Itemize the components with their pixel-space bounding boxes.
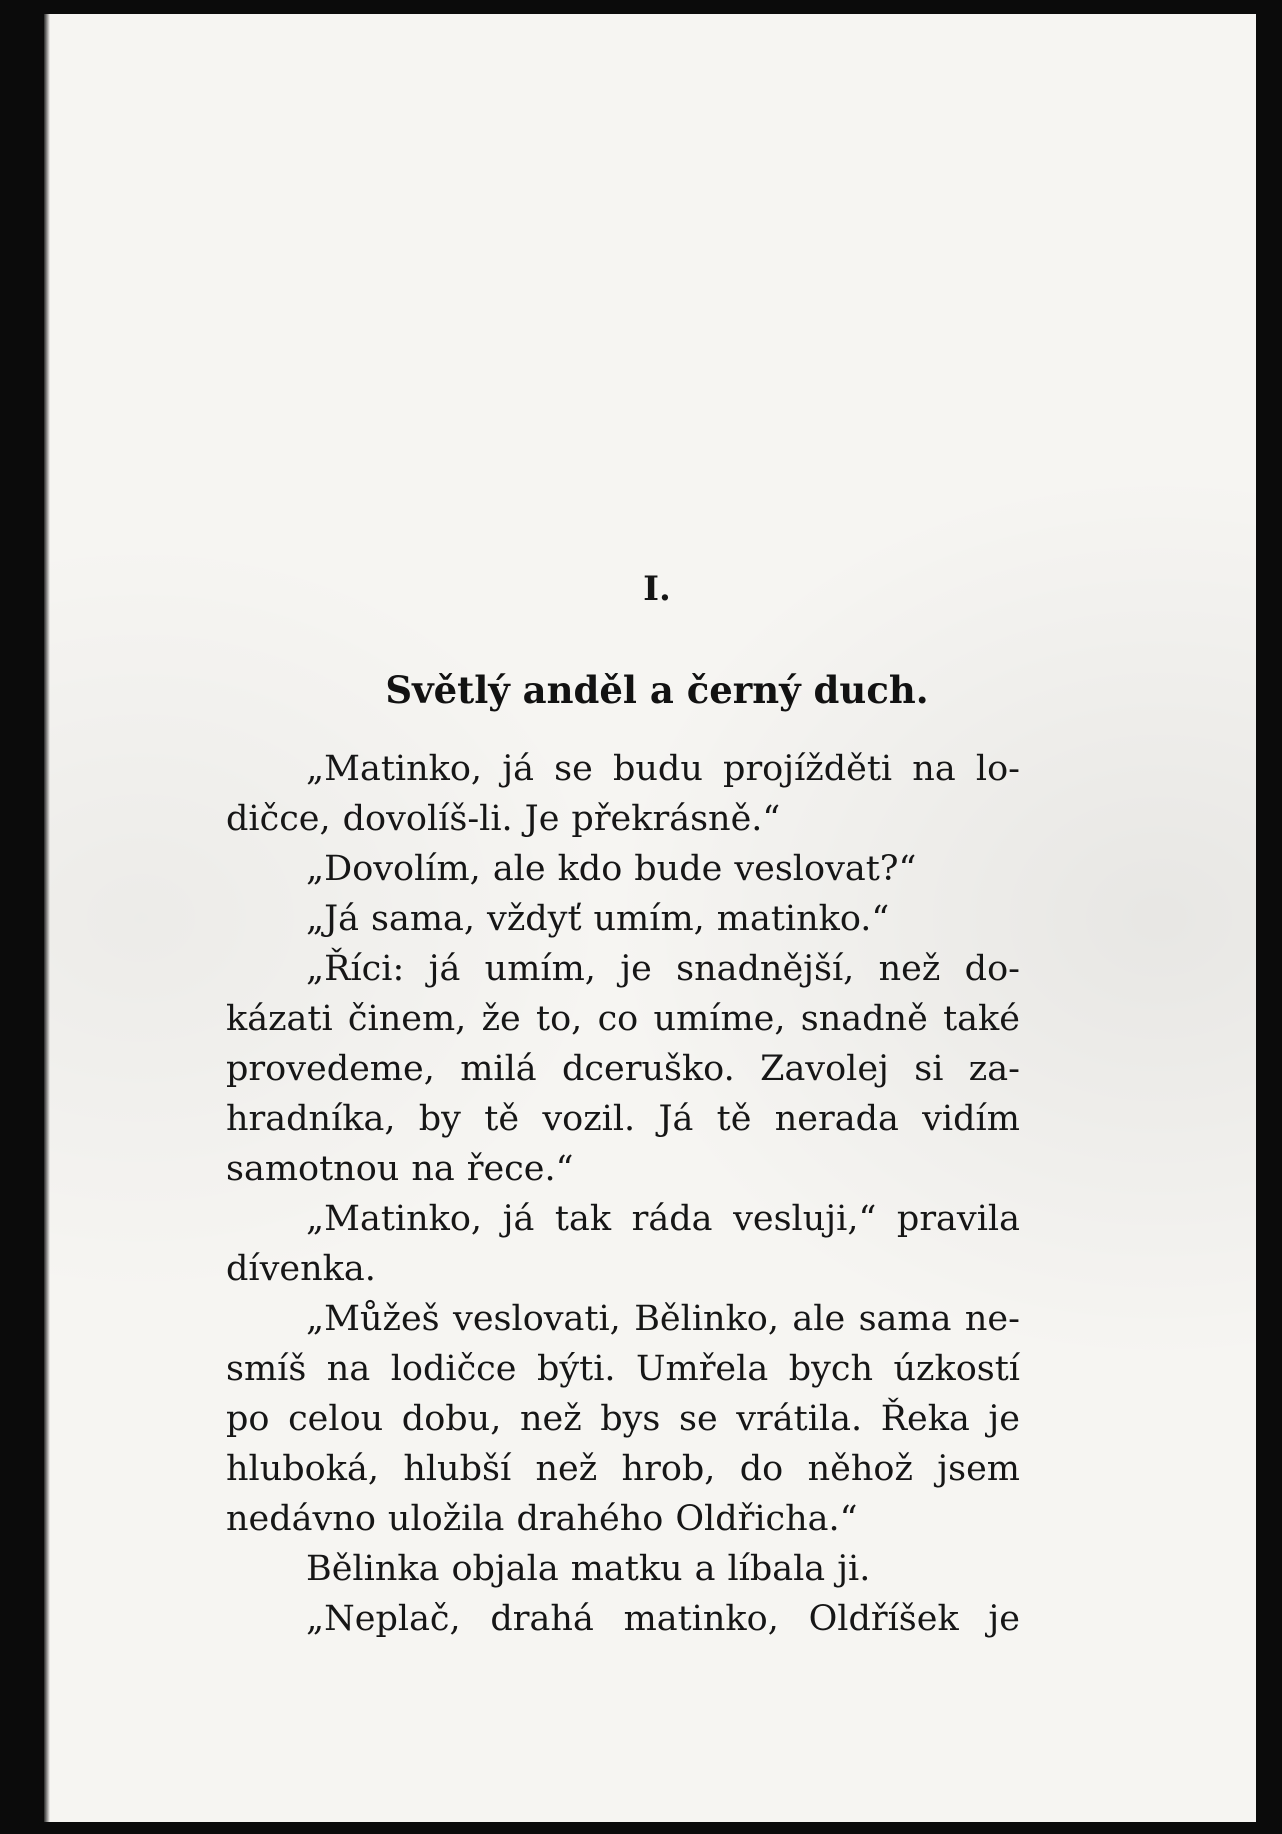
word: dívenka.: [226, 1249, 376, 1289]
word: hradníka,: [226, 1099, 396, 1139]
word: na: [411, 1149, 455, 1189]
word: samotnou: [226, 1149, 400, 1189]
word: tak: [554, 1199, 612, 1239]
text-line: [226, 1544, 1020, 1594]
word: matinko,: [623, 1599, 779, 1639]
word: dičce,: [226, 799, 331, 839]
word: ale: [492, 849, 546, 889]
word: kázati: [226, 999, 333, 1039]
text-line: [226, 1444, 1020, 1494]
word: ráda: [631, 1199, 713, 1239]
word: co: [597, 999, 639, 1039]
text-line: [226, 1144, 1020, 1194]
word: než: [535, 1449, 598, 1489]
text-line: [226, 1244, 1020, 1294]
word: si: [914, 1049, 944, 1089]
word: tě: [716, 1099, 752, 1139]
word: nedávno: [226, 1499, 376, 1539]
chapter-title: Světlý anděl a černý duch.: [385, 668, 929, 712]
word: je: [988, 1399, 1020, 1439]
word: Je: [524, 799, 560, 839]
word: provedeme,: [226, 1049, 435, 1089]
word: bys: [600, 1399, 661, 1439]
word: já: [428, 949, 461, 989]
word: za-: [968, 1049, 1020, 1089]
text-line: [226, 1194, 1020, 1244]
text-line: [226, 1094, 1020, 1144]
chapter-number: I.: [643, 569, 671, 609]
word: objala: [451, 1549, 559, 1589]
word: „Říci:: [306, 949, 405, 989]
word: já: [502, 749, 534, 789]
body-text: [226, 744, 1020, 1644]
word: já: [502, 1199, 535, 1239]
word: Bělinko,: [634, 1299, 779, 1339]
word: umíme,: [653, 999, 786, 1039]
word: hluboká,: [226, 1449, 379, 1489]
word: a: [694, 1549, 716, 1589]
word: bude: [634, 849, 723, 889]
word: Oldřicha.“: [675, 1499, 858, 1539]
text-line: [226, 1594, 1020, 1644]
word: Zavolej: [760, 1049, 889, 1089]
word: líbala: [727, 1549, 826, 1589]
word: je: [620, 949, 652, 989]
word: „Dovolím,: [306, 849, 481, 889]
word: než: [878, 949, 941, 989]
word: matku: [570, 1549, 683, 1589]
word: dceruško.: [562, 1049, 735, 1089]
word: milá: [460, 1049, 537, 1089]
word: hrob,: [621, 1449, 716, 1489]
word: matinko.“: [716, 899, 890, 939]
word: vozil.: [542, 1099, 636, 1139]
word: sama,: [371, 899, 476, 939]
word: umím,: [484, 949, 596, 989]
text-line: [226, 1344, 1020, 1394]
word: řece.“: [466, 1149, 574, 1189]
word: vidím: [922, 1099, 1020, 1139]
word: je: [988, 1599, 1020, 1639]
word: Já: [658, 1099, 694, 1139]
word: že: [481, 999, 521, 1039]
word: vrátila.: [736, 1399, 863, 1439]
word: kdo: [557, 849, 623, 889]
word: sama: [858, 1299, 952, 1339]
word: Bělinka: [306, 1549, 440, 1589]
word: bych: [788, 1349, 874, 1389]
word: Oldříšek: [808, 1599, 959, 1639]
text-line: [226, 794, 1020, 844]
word: ne-: [964, 1299, 1020, 1339]
word: do-: [964, 949, 1020, 989]
word: se: [678, 1399, 718, 1439]
word: ale: [792, 1299, 846, 1339]
word: býti.: [536, 1349, 616, 1389]
word: drahá: [490, 1599, 594, 1639]
text-line: [226, 844, 1020, 894]
word: lodičce: [390, 1349, 517, 1389]
text-line: [226, 1394, 1020, 1444]
text-line: [226, 944, 1020, 994]
word: hlubší: [403, 1449, 512, 1489]
word: „Já: [306, 899, 360, 939]
word: drahého: [516, 1499, 664, 1539]
word: se: [554, 749, 593, 789]
word: smíš: [226, 1349, 307, 1389]
word: ji.: [837, 1549, 871, 1589]
word: do: [739, 1449, 784, 1489]
word: překrásně.“: [571, 799, 781, 839]
word: snadně: [800, 999, 928, 1039]
word: Řeka: [880, 1399, 970, 1439]
text-line: [226, 744, 1020, 794]
word: veslovati,: [453, 1299, 621, 1339]
word: snadnější,: [676, 949, 855, 989]
word: „Neplač,: [306, 1599, 461, 1639]
word: na: [326, 1349, 371, 1389]
word: pravila: [896, 1199, 1020, 1239]
word: to,: [536, 999, 583, 1039]
word: „Matinko,: [306, 1199, 483, 1239]
word: vesluji,“: [733, 1199, 877, 1239]
word: dovolíš-li.: [342, 799, 513, 839]
word: úzkostí: [893, 1349, 1020, 1389]
text-line: [226, 894, 1020, 944]
word: by: [418, 1099, 461, 1139]
word: vždyť: [487, 899, 582, 939]
word: nerada: [774, 1099, 899, 1139]
text-line: [226, 1294, 1020, 1344]
word: umím,: [593, 899, 705, 939]
binding-edge: [44, 14, 50, 1822]
text-line: [226, 994, 1020, 1044]
word: činem,: [347, 999, 467, 1039]
word: na: [912, 749, 956, 789]
word: něhož: [807, 1449, 913, 1489]
word: než: [519, 1399, 582, 1439]
word: celou: [288, 1399, 384, 1439]
text-line: [226, 1494, 1020, 1544]
word: veslovat?“: [734, 849, 917, 889]
word: projížděti: [723, 749, 893, 789]
word: tě: [484, 1099, 520, 1139]
word: uložila: [387, 1499, 505, 1539]
word: lo-: [975, 749, 1020, 789]
word: „Matinko,: [306, 749, 483, 789]
word: po: [226, 1399, 270, 1439]
word: Umřela: [636, 1349, 769, 1389]
word: „Můžeš: [306, 1299, 440, 1339]
text-line: [226, 1044, 1020, 1094]
word: dobu,: [401, 1399, 502, 1439]
word: jsem: [937, 1449, 1020, 1489]
word: budu: [612, 749, 703, 789]
word: také: [943, 999, 1020, 1039]
